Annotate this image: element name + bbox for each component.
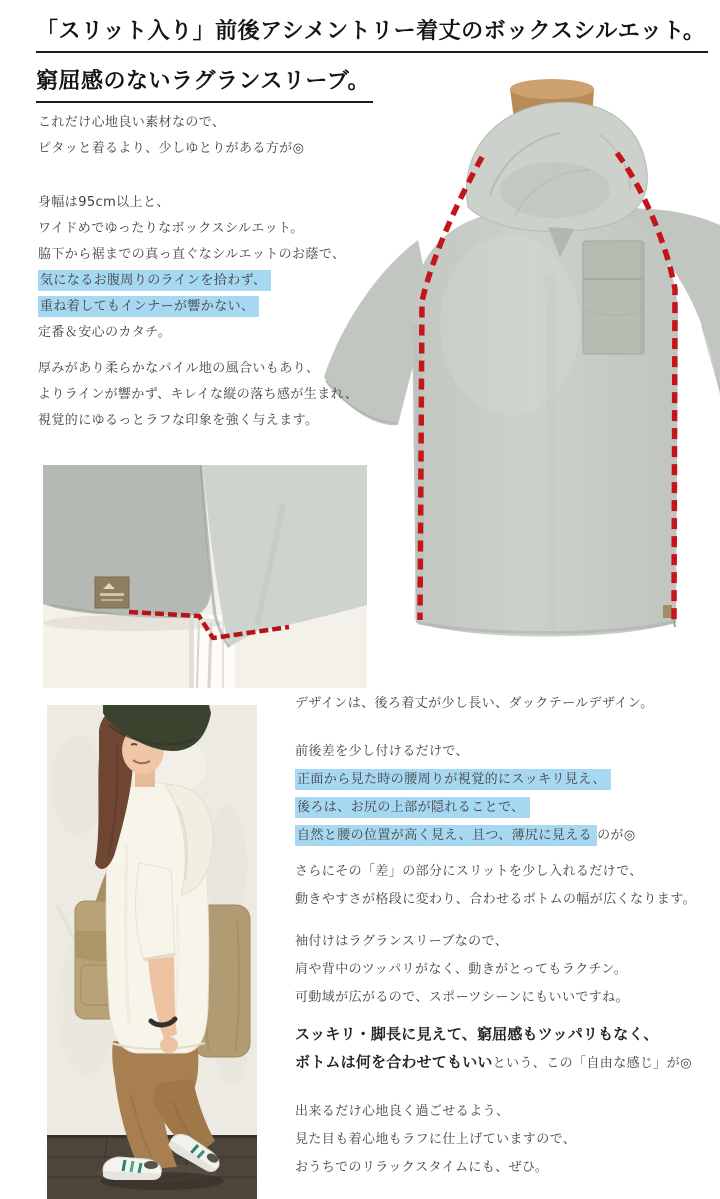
text-line-highlighted: 重ね着してもインナーが響かない、	[38, 294, 378, 320]
hand	[160, 1037, 178, 1053]
text-line-highlighted: 正面から見た時の腰周りが視覚的にスッキリ見え、	[295, 766, 720, 794]
intro-paragraph	[38, 110, 378, 162]
text-line-highlighted: 気になるお腹周りのラインを拾わず、	[38, 268, 378, 294]
text-line-mixed: ボトムは何を合わせてもいいという、この「自由な感じ」が◎	[295, 1053, 692, 1071]
text-line: 前後差を少し付けるだけで、	[295, 744, 469, 759]
ducktail-paragraph	[295, 690, 720, 718]
short-sleeve	[136, 863, 175, 961]
text-line: ワイドめでゆったりなボックスシルエット。	[38, 221, 304, 236]
sneaker-flat	[103, 1157, 161, 1180]
hem-closeup-graphic	[43, 465, 367, 688]
text-line: 出来るだけ心地良く過ごせるよう、	[295, 1104, 510, 1119]
text-line: 肩や背中のツッパリがなく、動きがとってもラクチン。	[295, 962, 628, 977]
text-line: おうちでのリラックスタイムにも、ぜひ。	[295, 1160, 549, 1175]
text-line: これだけ心地良い素材なので、	[38, 115, 226, 130]
fabric-paragraph	[38, 356, 378, 434]
brand-tag	[95, 577, 129, 608]
text-line: 見た目も着心地もラフに仕上げていますので、	[295, 1132, 577, 1147]
text-line-bold: スッキリ・脚長に見えて、窮屈感もツッパリもなく、	[295, 1025, 659, 1043]
text-line: 可動域が広がるので、スポーツシーンにもいいですね。	[295, 990, 629, 1005]
text-line: 視覚的にゆるっとラフな印象を強く与えます。	[38, 413, 319, 428]
text-line: さらにその「差」の部分にスリットを少し入れるだけで、	[295, 864, 643, 879]
slit-paragraph	[295, 858, 720, 914]
model-photo	[47, 705, 257, 1199]
text-line: 定番＆安心のカタチ。	[38, 325, 172, 340]
silhouette-paragraph	[38, 190, 378, 346]
hem-closeup-photo	[43, 465, 367, 688]
summary-paragraph	[295, 1020, 720, 1078]
model-photo-graphic	[47, 705, 257, 1199]
text-line: 袖付けはラグランスリーブなので、	[295, 934, 509, 949]
text-line: 身幅は95cm以上と、	[38, 195, 170, 210]
raglan-sleeve-paragraph	[295, 928, 720, 1012]
text-line: デザインは、後ろ着丈が少し長い、ダックテールデザイン。	[295, 696, 654, 711]
text-line-highlighted: 後ろは、お尻の上部が隠れることで、	[295, 794, 720, 822]
front-back-difference-paragraph	[295, 738, 720, 850]
text-line: 脇下から裾までの真っ直ぐなシルエットのお蔭で、	[38, 247, 346, 262]
text-line: よりラインが響かず、キレイな縦の落ち感が生まれ、	[38, 387, 359, 402]
headline-line1: 「スリット入り」前後アシメントリー着丈のボックスシルエット。	[36, 12, 708, 53]
text-line-highlighted: 自然と腰の位置が高く見え、且つ、薄尻に見える のが◎	[295, 822, 720, 850]
closing-paragraph	[295, 1098, 720, 1182]
text-line: 動きやすさが格段に変わり、合わせるボトムの幅が広くなります。	[295, 892, 696, 907]
text-line: ピタッと着るより、少しゆとりがある方が◎	[38, 141, 305, 156]
text-line: 厚みがあり柔らかなパイル地の風合いもあり、	[38, 361, 320, 376]
chest-pocket	[583, 241, 644, 354]
headline-line2: 窮屈感のないラグランスリーブ。	[36, 62, 373, 103]
